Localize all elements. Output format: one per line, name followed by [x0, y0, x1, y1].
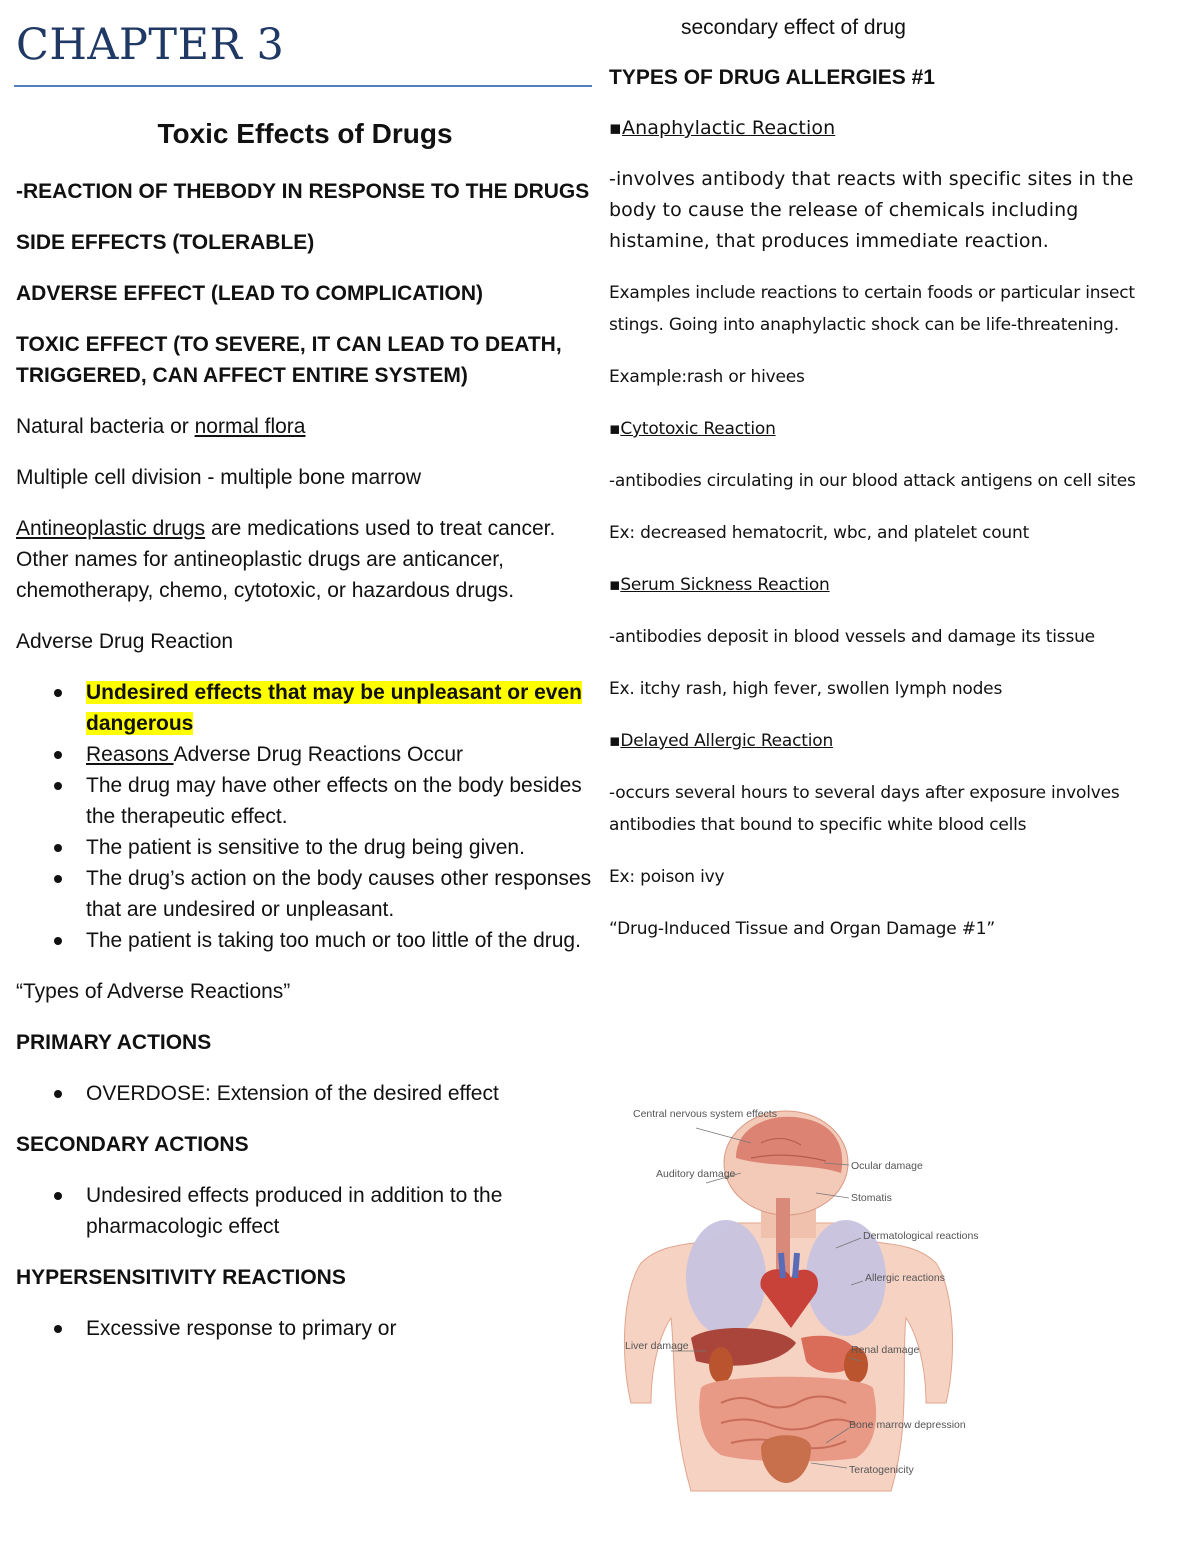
list-item: The drug’s action on the body causes other responses that are undesired or unpleasant.	[16, 863, 594, 925]
label-allergic: Allergic reactions	[865, 1272, 945, 1284]
types-heading: “Types of Adverse Reactions”	[16, 980, 291, 1003]
cytotoxic-title-text: Cytotoxic Reaction	[620, 419, 776, 439]
secondary-list	[16, 1180, 594, 1242]
chapter-divider	[14, 85, 592, 87]
document-title: Toxic Effects of Drugs	[157, 118, 453, 149]
anaphylactic-example2: Example:rash or hivees	[609, 367, 805, 387]
serum-desc: -antibodies deposit in blood vessels and damage its tissue	[609, 627, 1095, 647]
organ-damage-illustration	[611, 1103, 979, 1491]
list-item	[16, 739, 594, 770]
label-ocular: Ocular damage	[851, 1160, 923, 1172]
kidney-left	[709, 1347, 733, 1383]
label-cns	[633, 1108, 777, 1120]
anaphylactic-title: ▪Anaphylactic Reaction	[609, 117, 836, 139]
anaphylactic-title-text: Anaphylactic Reaction	[621, 117, 836, 139]
continuation-text: secondary effect of drug	[681, 16, 906, 39]
hypersensitivity-heading: HYPERSENSITIVITY REACTIONS	[16, 1266, 346, 1289]
list-item	[16, 677, 594, 739]
left-body	[16, 176, 594, 1364]
adr-bullet-list	[16, 677, 594, 956]
secondary-actions-heading: SECONDARY ACTIONS	[16, 1133, 249, 1156]
side-effects-text: SIDE EFFECTS (TOLERABLE)	[16, 231, 315, 254]
label-stomatis: Stomatis	[851, 1192, 892, 1204]
serum-example: Ex. itchy rash, high fever, swollen lymph nodes	[609, 679, 1003, 699]
reasons-rest: Adverse Drug Reactions Occur	[173, 743, 464, 766]
left-lung	[686, 1220, 766, 1336]
flora-prefix: Natural bacteria or	[16, 415, 195, 438]
delayed-title-text: Delayed Allergic Reaction	[620, 731, 834, 751]
list-item: The patient is sensitive to the drug being given.	[16, 832, 594, 863]
intro-text: -REACTION OF THEBODY IN RESPONSE TO THE DRUGS	[16, 180, 590, 203]
primary-list	[16, 1078, 594, 1109]
reasons-term: Reasons	[86, 743, 174, 766]
antineoplastic-text	[16, 513, 594, 606]
list-item: OVERDOSE: Extension of the desired effect	[16, 1078, 594, 1109]
primary-actions-heading: PRIMARY ACTIONS	[16, 1031, 212, 1054]
cytotoxic-title: ▪Cytotoxic Reaction	[609, 419, 776, 439]
list-item: Excessive response to primary or	[16, 1313, 594, 1344]
label-auditory: Auditory damage	[656, 1168, 736, 1180]
adverse-effect-text: ADVERSE EFFECT (LEAD TO COMPLICATION)	[16, 282, 484, 305]
organ-damage-heading: “Drug-Induced Tissue and Organ Damage #1”	[609, 919, 996, 939]
normal-flora-text	[16, 411, 594, 442]
antineoplastic-term: Antineoplastic drugs	[16, 517, 206, 540]
cytotoxic-example: Ex: decreased hematocrit, wbc, and platelet count	[609, 523, 1030, 543]
list-item: The drug may have other effects on the body besides the therapeutic effect.	[16, 770, 594, 832]
chapter-heading: CHAPTER 3	[16, 20, 285, 70]
cytotoxic-desc: -antibodies circulating in our blood attack antigens on cell sites	[609, 471, 1136, 491]
serum-title-text: Serum Sickness Reaction	[620, 575, 830, 595]
delayed-title: ▪Delayed Allergic Reaction	[609, 731, 834, 751]
normal-flora-term: normal flora	[194, 415, 306, 438]
adr-heading: Adverse Drug Reaction	[16, 630, 234, 653]
anaphylactic-examples: Examples include reactions to certain foods or particular insect stings. Going into anaphylactic shock can be life-threatening.	[609, 283, 1135, 335]
serum-title: ▪Serum Sickness Reaction	[609, 575, 830, 595]
delayed-desc: -occurs several hours to several days after exposure involves antibodies that bound to specific white blood cells	[609, 783, 1120, 835]
allergies-heading: TYPES OF DRUG ALLERGIES #1	[609, 66, 935, 89]
anaphylactic-desc: -involves antibody that reacts with specific sites in the body to cause the release of chemicals including histamine, that produces immediate reaction.	[609, 168, 1134, 252]
label-renal: Renal damage	[851, 1344, 920, 1356]
antineoplastic-desc: are medications used to treat cancer. Other names for antineoplastic drugs are anticancer, chemotherapy, chemo, cytotoxic, or hazardous drugs.	[16, 517, 556, 602]
highlighted-text: Undesired effects that may be unpleasant or even dangerous	[86, 681, 582, 735]
hypersensitivity-list	[16, 1313, 594, 1344]
list-item: Undesired effects produced in addition to the pharmacologic effect	[16, 1180, 594, 1242]
list-item: The patient is taking too much or too little of the drug.	[16, 925, 594, 956]
label-teratogenicity: Teratogenicity	[849, 1464, 914, 1476]
label-bone-marrow: Bone marrow depression	[849, 1419, 966, 1431]
delayed-example: Ex: poison ivy	[609, 867, 725, 887]
label-cns-text: Central nervous system effects	[633, 1108, 777, 1120]
cell-division-text: Multiple cell division - multiple bone marrow	[16, 466, 421, 489]
label-dermatological: Dermatological reactions	[863, 1230, 979, 1242]
label-liver: Liver damage	[625, 1340, 689, 1352]
toxic-effect-text: TOXIC EFFECT (TO SEVERE, IT CAN LEAD TO DEATH, TRIGGERED, CAN AFFECT ENTIRE SYSTEM)	[16, 333, 562, 387]
right-body	[609, 62, 1184, 965]
